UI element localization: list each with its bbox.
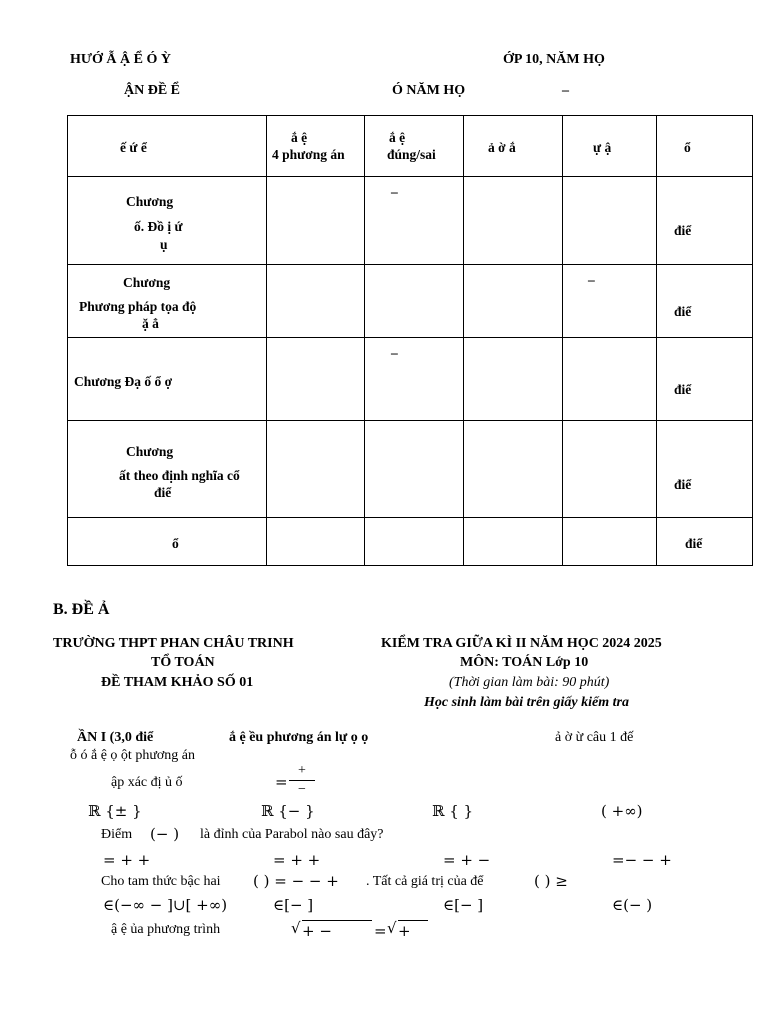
row5-total bbox=[657, 518, 753, 566]
q2-option-c[interactable]: = + − bbox=[443, 851, 491, 869]
row4-line1: Chương bbox=[126, 444, 174, 459]
row3-score: điể bbox=[674, 382, 692, 397]
header-label-mc-2: 4 phương án bbox=[272, 147, 345, 162]
q4-equals: = bbox=[374, 922, 387, 940]
q3-inequality: ( ) ≥ bbox=[534, 872, 568, 890]
header-label-tf-2: đúng/sai bbox=[387, 147, 436, 162]
row3-content bbox=[68, 338, 267, 421]
row1-line2: ố. Đồ ị ứ bbox=[134, 219, 183, 234]
header-cell-essay bbox=[563, 116, 657, 177]
row5-total-label: ổ bbox=[172, 536, 179, 551]
q4-sqrt-bar-right bbox=[398, 920, 428, 921]
row4-content bbox=[68, 421, 267, 518]
row3-essay bbox=[563, 338, 657, 421]
school-group: TỔ TOÁN bbox=[151, 655, 215, 670]
q3-option-a[interactable]: ∈(−∞ − ]∪[ +∞) bbox=[103, 896, 228, 914]
q1-text: ập xác đị ủ ố bbox=[111, 775, 183, 790]
q1-equals: = bbox=[275, 773, 288, 791]
q4-rhs: + bbox=[398, 922, 411, 940]
row3-line1: Chương Đạ ố ổ ợ bbox=[74, 374, 173, 389]
part1-title: ẦN I (3,0 điể bbox=[77, 730, 154, 745]
q2-pre: Điểm bbox=[101, 827, 133, 842]
q4-text: ậ ệ ủa phương trình bbox=[111, 922, 221, 937]
header-line2-left: ẬN ĐỀ Ể bbox=[124, 83, 181, 98]
exam-matrix-table bbox=[67, 115, 753, 566]
row2-line3: ặ ẳ bbox=[142, 316, 159, 331]
row4-score: điể bbox=[674, 477, 692, 492]
row4-short bbox=[464, 421, 563, 518]
header-label-tf-1: ắ ệ bbox=[389, 130, 406, 145]
q2-option-b[interactable]: = + + bbox=[273, 851, 321, 869]
row4-total bbox=[657, 421, 753, 518]
row1-line3: ụ bbox=[160, 237, 168, 252]
row3-tf bbox=[365, 338, 464, 421]
header-cell-tf bbox=[365, 116, 464, 177]
row4-essay bbox=[563, 421, 657, 518]
row2-short bbox=[464, 265, 563, 338]
q4-sqrt-sign-right: √ bbox=[387, 919, 397, 937]
q2-option-d[interactable]: =− − + bbox=[612, 851, 672, 869]
header-label-total: ổ bbox=[684, 140, 691, 155]
row3-short bbox=[464, 338, 563, 421]
row5-tf bbox=[365, 518, 464, 566]
row3-mc bbox=[267, 338, 365, 421]
school-name: TRƯỜNG THPT PHAN CHÂU TRINH bbox=[53, 636, 294, 651]
q3-function: ( ) = − − + bbox=[253, 872, 339, 890]
row2-total bbox=[657, 265, 753, 338]
row2-dash: – bbox=[588, 272, 595, 287]
q3-option-c[interactable]: ∈[− ] bbox=[443, 896, 484, 914]
fraction-bar bbox=[289, 780, 315, 781]
row2-tf bbox=[365, 265, 464, 338]
section-b-title: B. ĐỀ Ả bbox=[53, 601, 110, 618]
row2-essay bbox=[563, 265, 657, 338]
school-ref: ĐỀ THAM KHẢO SỐ 01 bbox=[101, 675, 254, 690]
row2-score: điể bbox=[674, 304, 692, 319]
row1-score: điể bbox=[674, 223, 692, 238]
row4-line2: ất theo định nghĩa cổ bbox=[119, 468, 240, 483]
q1-option-c[interactable]: ℝ { } bbox=[432, 802, 474, 820]
row1-total bbox=[657, 177, 753, 265]
part1-title-rest: ắ ệ ều phương án lự ọ ọ bbox=[229, 730, 369, 745]
row3-total bbox=[657, 338, 753, 421]
row1-short bbox=[464, 177, 563, 265]
header-line1-left: HƯỚ Ẫ Ậ Ể Ó Ỳ bbox=[70, 52, 171, 67]
row2-content bbox=[68, 265, 267, 338]
row2-line1: Chương bbox=[123, 275, 171, 290]
header-line2-mid: Ó NĂM HỌ bbox=[392, 83, 466, 98]
header-line1-right: ỚP 10, NĂM HỌ bbox=[503, 52, 605, 67]
header-line2-dash: – bbox=[562, 83, 569, 98]
row5-short bbox=[464, 518, 563, 566]
row4-line3: điể bbox=[154, 485, 172, 500]
q4-sqrt-sign-left: √ bbox=[291, 919, 301, 937]
q1-numerator: + bbox=[298, 763, 306, 778]
q1-option-a[interactable]: ℝ {± } bbox=[88, 802, 142, 820]
header-label-short: ả ờ ắ bbox=[488, 140, 516, 155]
row4-mc bbox=[267, 421, 365, 518]
row1-content bbox=[68, 177, 267, 265]
q1-fraction bbox=[289, 763, 315, 798]
header-label-mc-1: ắ ệ bbox=[291, 130, 308, 145]
q1-denominator: − bbox=[298, 782, 306, 797]
row2-mc bbox=[267, 265, 365, 338]
row5-essay bbox=[563, 518, 657, 566]
row1-tf bbox=[365, 177, 464, 265]
row5-content bbox=[68, 518, 267, 566]
q4-sqrt-bar-left bbox=[302, 920, 372, 921]
row5-score: điể bbox=[685, 536, 703, 551]
exam-time: (Thời gian làm bài: 90 phút) bbox=[449, 675, 610, 690]
row5-mc bbox=[267, 518, 365, 566]
q3-option-b[interactable]: ∈[− ] bbox=[273, 896, 314, 914]
q1-option-b[interactable]: ℝ {− } bbox=[261, 802, 315, 820]
row4-tf bbox=[365, 421, 464, 518]
header-label-content: ế ứ ể bbox=[120, 140, 147, 155]
header-cell-total bbox=[657, 116, 753, 177]
header-cell-mc bbox=[267, 116, 365, 177]
q3-post: . Tất cả giá trị của để bbox=[366, 874, 484, 889]
row1-mc bbox=[267, 177, 365, 265]
row2-line2: Phương pháp tọa độ bbox=[79, 299, 197, 314]
header-cell-short bbox=[464, 116, 563, 177]
q2-option-a[interactable]: = + + bbox=[103, 851, 151, 869]
row1-dash: – bbox=[391, 184, 398, 199]
q2-point: (− ) bbox=[150, 825, 180, 843]
row1-essay bbox=[563, 177, 657, 265]
q4-lhs: + − bbox=[302, 922, 332, 940]
part1-line2: ỗ ó ắ ệ ọ ột phương án bbox=[70, 748, 196, 763]
q1-option-d[interactable]: ( +∞) bbox=[601, 802, 643, 820]
exam-subject: MÔN: TOÁN Lớp 10 bbox=[460, 655, 589, 670]
row1-line1: Chương bbox=[126, 194, 174, 209]
exam-title: KIỂM TRA GIỮA KÌ II NĂM HỌC 2024 2025 bbox=[381, 636, 662, 651]
q3-pre: Cho tam thức bậc hai bbox=[101, 874, 221, 889]
header-label-essay: ự ậ bbox=[593, 140, 612, 155]
part1-title-tail: ả ờ ừ câu 1 đế bbox=[555, 730, 634, 745]
header-cell-content bbox=[68, 116, 267, 177]
row3-dash: – bbox=[391, 345, 398, 360]
q2-post: là đỉnh của Parabol nào sau đây? bbox=[200, 827, 384, 842]
q3-option-d[interactable]: ∈(− ) bbox=[612, 896, 653, 914]
exam-note: Học sinh làm bài trên giấy kiểm tra bbox=[424, 695, 629, 710]
